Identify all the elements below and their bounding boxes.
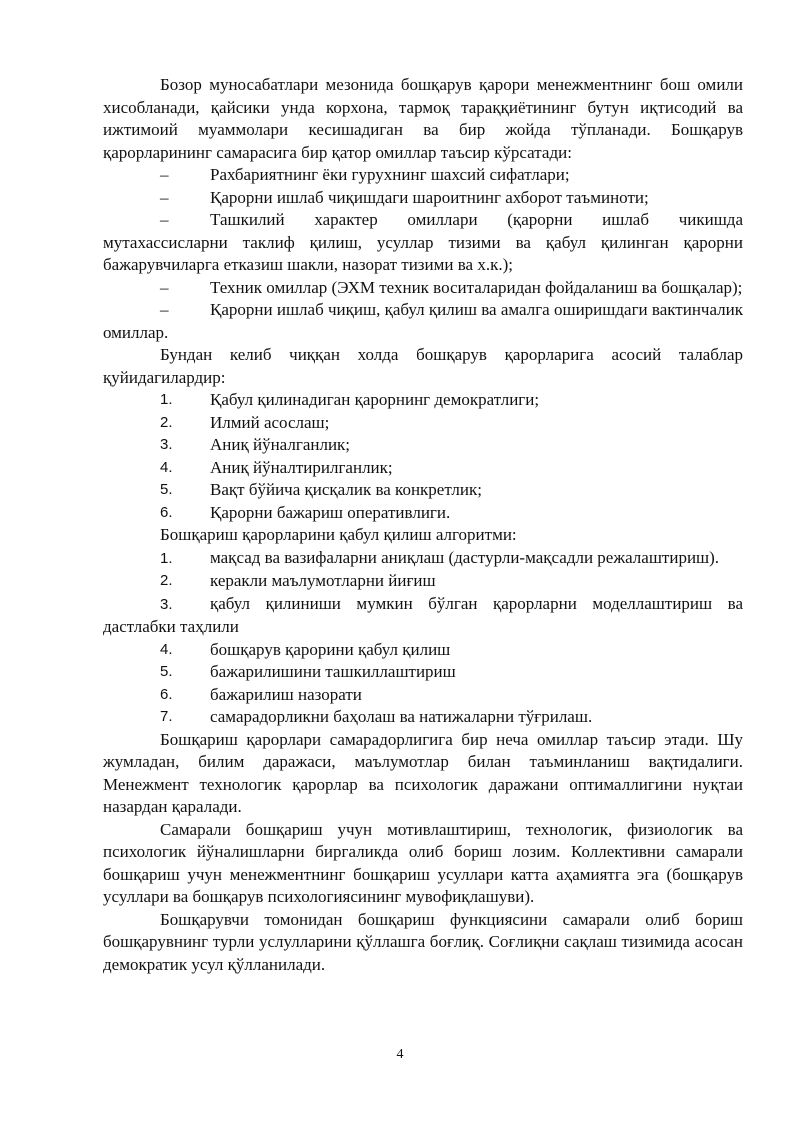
algorithm-step [103,639,743,662]
requirement-item [103,457,743,480]
factor-item [103,277,743,300]
list-number: 6. [160,503,173,521]
algorithm-step [103,684,743,707]
factor-item [103,164,743,187]
algorithm-list [103,547,743,729]
requirement-item [103,412,743,435]
list-number: 2. [160,572,173,589]
page-number: 4 [396,1047,404,1062]
factor-item [103,299,743,344]
dash-marker: – [160,277,169,297]
algorithm-step [103,593,743,639]
factor-item [103,187,743,210]
list-number: 3. [160,595,173,613]
list-number: 2. [160,413,173,431]
factor-item [103,209,743,277]
requirement-text: Аниқ йўналганлик; [210,435,351,454]
factors-list [103,164,743,344]
list-number: 1. [160,391,173,408]
requirement-text: Вақт бўйича қисқалик ва конкретлик; [210,480,482,499]
algorithm-text: мақсад ва вазифаларни аниқлаш (дастурли-мақсадли режалаштириш). [210,547,720,567]
dash-marker: – [160,165,169,184]
requirement-text: Қабул қилинадиган қарорнинг демократлиги; [210,390,540,409]
dash-marker: – [160,210,169,229]
algorithm-text: бажарилишини ташкиллаштириш [210,662,456,681]
requirement-text: Қарорни бажариш оперативлиги. [210,502,451,522]
requirements-list [103,389,743,524]
effective-management-paragraph: Самарали бошқариш учун мотивлаштириш, технологик, физиологик ва психологик йўналишларни биргаликда олиб бориш лозим. Коллективни самарали бошқариш учун менежментнинг бошқариш усуллари катта аҳамиятга эга (бошқарув усуллари ва бошқарув психологиясининг мувофиқлашуви). [103,819,743,906]
algorithm-step [103,706,743,729]
page-body [103,74,743,976]
factor-text: Қарорни ишлаб чиқиш, қабул қилиш ва амалга оширишдаги вактинчалик омиллар. [103,300,743,342]
list-number: 4. [160,640,173,658]
requirement-text: Аниқ йўналтирилганлик; [210,457,393,477]
requirements-intro: Бундан келиб чиққан холда бошқарув қарорларига асосий талаблар қуйидагилардир: [103,345,743,387]
intro-paragraph: Бозор муносабатлари мезонида бошқарув қарори менежментнинг бош омили хисобланади, қайсики унда корхона, тармоқ тарaққиётининг бутун иқтисодий ва ижтимоий муаммолари кесишадиган ва бир жойда тўпланади. Бошқарув қарорларининг самарасига бир қатор омиллар таъсир кўрсатади: [103,75,743,162]
list-number: 3. [160,436,173,453]
list-number: 1. [160,549,173,567]
factor-text: Рахбариятнинг ёки гурухнинг шахсий сифатлари; [210,165,570,184]
effectiveness-paragraph: Бошқариш қарорлари самарадорлигига бир неча омиллар таъсир этади. Шу жумладан, билим даражаси, маълумотлар билан таъминланиш вақтидалиги. Менежмент технологик қарорлар ва психологик даражани оптималлигини нуқтаи назардан қаралади. [103,729,743,816]
requirement-item [103,389,743,412]
algorithm-text: самарадорликни баҳолаш ва натижаларни тўғрилаш. [210,707,593,726]
algorithm-step [103,661,743,684]
requirement-item [103,502,743,525]
factor-text: Техник омиллар (ЭХМ техник воситаларидан фойдаланиш ва бошқалар); [210,277,743,297]
algorithm-intro: Бошқариш қарорларини қабул қилиш алгоритми: [160,525,517,544]
manager-paragraph: Бошқарувчи томонидан бошқариш функциясини самарали олиб бориш бошқарувнинг турли услулларини қўллашга боғлиқ. Соғлиқни сақлаш тизимида асосан демократик усул қўлланилади. [103,909,743,974]
list-number: 5. [160,663,173,680]
algorithm-text: бошқарув қарорини қабул қилиш [210,639,451,659]
list-number: 6. [160,685,173,703]
algorithm-text: керакли маълумотларни йиғиш [210,571,436,590]
requirement-text: Илмий асослаш; [210,412,330,432]
dash-marker: – [160,187,169,207]
list-number: 5. [160,481,173,498]
factor-text: Қарорни ишлаб чиқишдаги шароитнинг ахборот таъминоти; [210,187,649,207]
list-number: 7. [160,708,173,725]
algorithm-text: қабул қилиниши мумкин бўлган қарорларни моделлаштириш ва дастлабки таҳлили [103,593,743,636]
algorithm-text: бажарилиш назорати [210,684,362,704]
requirement-item [103,479,743,502]
dash-marker: – [160,300,169,319]
factor-text: Ташкилий характер омиллари (қарорни ишлаб чикишда мутахассисларни таклиф қилиш, усуллар тизими ва қабул қилинган қарорни бажарувчиларга етказиш шакли, назорат тизими ва х.к.); [103,210,743,274]
algorithm-step [103,570,743,593]
algorithm-step [103,547,743,571]
requirement-item [103,434,743,457]
list-number: 4. [160,458,173,476]
